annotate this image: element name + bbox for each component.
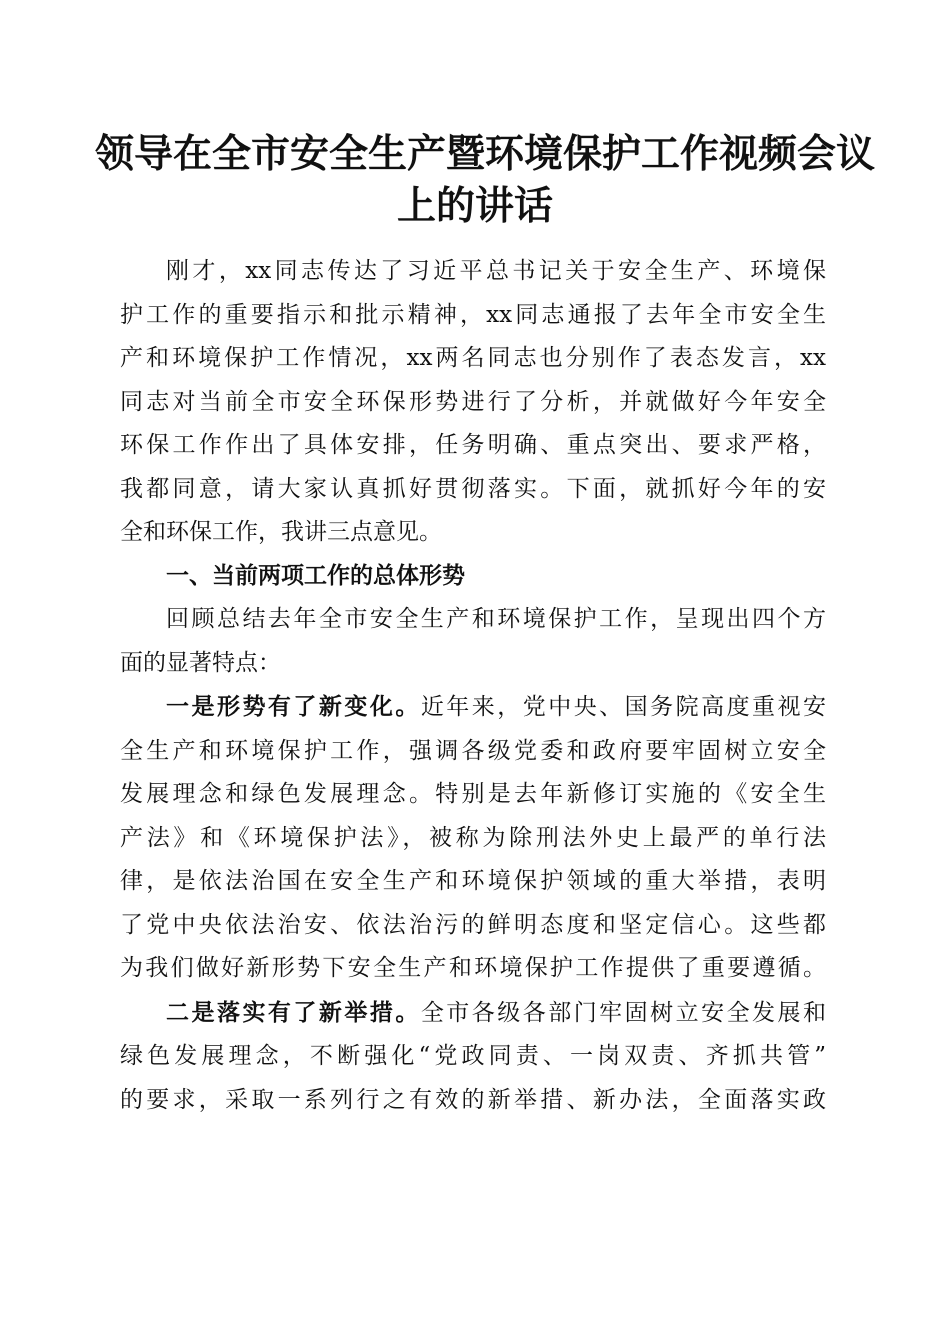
point1-first-line xyxy=(120,685,826,730)
point2-first-rest: 全市各级各部门牢固树立安全发展和 xyxy=(420,999,826,1026)
point1-line: 产法》和《环境保护法》，被称为除刑法外史上最严的单行法 xyxy=(120,824,826,851)
intro-line: 刚才，xx同志传达了习近平总书记关于安全生产、环境保 xyxy=(166,258,826,284)
section1-intro-paragraph xyxy=(120,598,826,685)
point1-line: 律，是依法治国在安全生产和环境保护领域的重大举措，表明 xyxy=(120,868,826,894)
title-line-1: 领导在全市安全生产暨环境保护工作视频会议 xyxy=(95,131,876,177)
point2-line: 绿色发展理念，不断强化“党政同责、一岗双责、齐抓共管” xyxy=(120,1043,826,1069)
section-heading-1: 一、当前两项工作的总体形势 xyxy=(166,562,465,589)
point1-paragraph xyxy=(120,685,826,991)
point1-line: 了党中央依法治安、依法治污的鲜明态度和坚定信心。这些都 xyxy=(120,911,826,938)
point2-line: 的要求，采取一系列行之有效的新举措、新办法，全面落实政 xyxy=(120,1086,826,1113)
document-body xyxy=(120,250,826,1122)
point1-lead: 一是形势有了新变化。 xyxy=(166,693,421,720)
point1-first-rest: 近年来，党中央、国务院高度重视安 xyxy=(420,694,826,720)
page-title xyxy=(95,128,876,232)
point2-paragraph xyxy=(120,991,826,1123)
intro-line: 全和环保工作，我讲三点意见。 xyxy=(120,519,442,545)
point1-line: 发展理念和绿色发展理念。特别是去年新修订实施的《安全生 xyxy=(120,781,826,807)
intro-line: 护工作的重要指示和批示精神，xx同志通报了去年全市安全生 xyxy=(120,301,826,328)
intro-line: 同志对当前全市安全环保形势进行了分析，并就做好今年安全 xyxy=(120,388,826,415)
point2-lead: 二是落实有了新举措。 xyxy=(166,998,421,1026)
point2-first-line xyxy=(120,991,826,1036)
point1-line: 全生产和环境保护工作，强调各级党委和政府要牢固树立安全 xyxy=(120,737,826,764)
intro-paragraph xyxy=(120,250,826,555)
point1-line: 为我们做好新形势下安全生产和环境保护工作提供了重要遵循。 xyxy=(120,955,826,981)
title-line-2: 上的讲话 xyxy=(396,183,553,229)
section1-intro-line: 面的显著特点： xyxy=(120,649,281,676)
section1-intro-line: 回顾总结去年全市安全生产和环境保护工作，呈现出四个方 xyxy=(166,606,826,632)
intro-line: 产和环境保护工作情况，xx两名同志也分别作了表态发言，xx xyxy=(120,345,826,371)
intro-line: 环保工作作出了具体安排，任务明确、重点突出、要求严格， xyxy=(120,432,826,458)
intro-line: 我都同意，请大家认真抓好贯彻落实。下面，就抓好今年的安 xyxy=(120,475,826,502)
